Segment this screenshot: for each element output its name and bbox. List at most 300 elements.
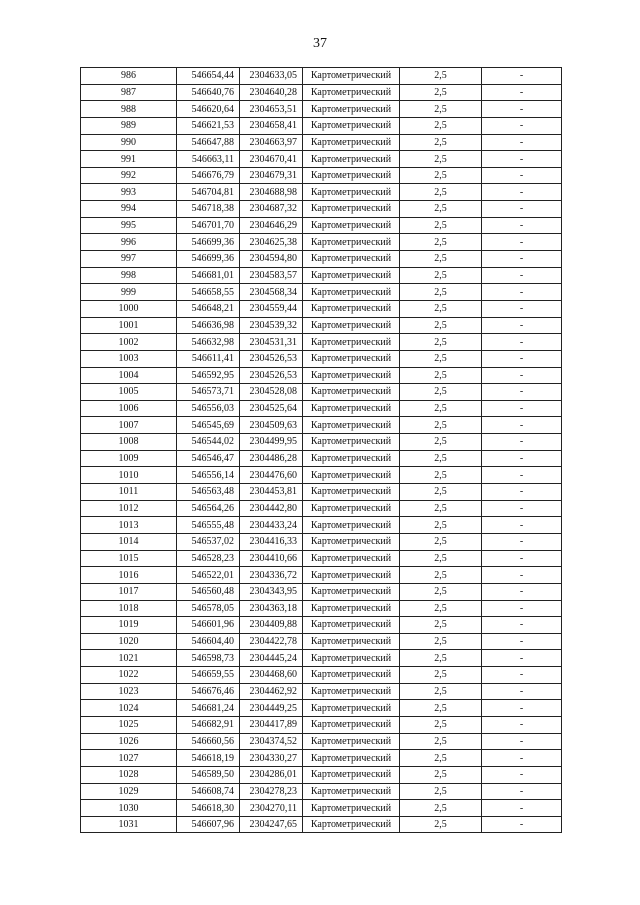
y-coordinate-cell: 2304663,97 xyxy=(240,134,303,151)
method-cell: Картометрический xyxy=(303,367,400,384)
table-row xyxy=(81,750,562,767)
description-cell: - xyxy=(482,484,562,501)
description-cell: - xyxy=(482,434,562,451)
y-coordinate-cell: 2304583,57 xyxy=(240,267,303,284)
table-row xyxy=(81,683,562,700)
y-coordinate-cell: 2304640,28 xyxy=(240,84,303,101)
accuracy-cell: 2,5 xyxy=(400,600,482,617)
method-cell: Картометрический xyxy=(303,800,400,817)
x-coordinate-cell: 546699,36 xyxy=(177,234,240,251)
description-cell: - xyxy=(482,417,562,434)
point-number-cell: 1012 xyxy=(81,500,177,517)
x-coordinate-cell: 546701,70 xyxy=(177,217,240,234)
x-coordinate-cell: 546573,71 xyxy=(177,384,240,401)
description-cell: - xyxy=(482,167,562,184)
x-coordinate-cell: 546608,74 xyxy=(177,783,240,800)
table-row xyxy=(81,766,562,783)
accuracy-cell: 2,5 xyxy=(400,533,482,550)
table-row xyxy=(81,101,562,118)
accuracy-cell: 2,5 xyxy=(400,151,482,168)
accuracy-cell: 2,5 xyxy=(400,300,482,317)
table-row xyxy=(81,117,562,134)
point-number-cell: 1020 xyxy=(81,633,177,650)
x-coordinate-cell: 546621,53 xyxy=(177,117,240,134)
table-row xyxy=(81,217,562,234)
accuracy-cell: 2,5 xyxy=(400,84,482,101)
point-number-cell: 994 xyxy=(81,201,177,218)
y-coordinate-cell: 2304525,64 xyxy=(240,400,303,417)
point-number-cell: 1027 xyxy=(81,750,177,767)
coordinates-table xyxy=(80,67,562,833)
accuracy-cell: 2,5 xyxy=(400,500,482,517)
accuracy-cell: 2,5 xyxy=(400,101,482,118)
method-cell: Картометрический xyxy=(303,650,400,667)
method-cell: Картометрический xyxy=(303,766,400,783)
description-cell: - xyxy=(482,683,562,700)
y-coordinate-cell: 2304286,01 xyxy=(240,766,303,783)
point-number-cell: 989 xyxy=(81,117,177,134)
description-cell: - xyxy=(482,151,562,168)
method-cell: Картометрический xyxy=(303,234,400,251)
accuracy-cell: 2,5 xyxy=(400,284,482,301)
accuracy-cell: 2,5 xyxy=(400,367,482,384)
point-number-cell: 998 xyxy=(81,267,177,284)
table-row xyxy=(81,617,562,634)
description-cell: - xyxy=(482,600,562,617)
y-coordinate-cell: 2304416,33 xyxy=(240,533,303,550)
point-number-cell: 1022 xyxy=(81,667,177,684)
y-coordinate-cell: 2304526,53 xyxy=(240,350,303,367)
coordinates-table-body xyxy=(81,68,562,833)
y-coordinate-cell: 2304528,08 xyxy=(240,384,303,401)
x-coordinate-cell: 546578,05 xyxy=(177,600,240,617)
method-cell: Картометрический xyxy=(303,500,400,517)
page-number: 37 xyxy=(313,36,327,51)
accuracy-cell: 2,5 xyxy=(400,234,482,251)
accuracy-cell: 2,5 xyxy=(400,167,482,184)
table-row xyxy=(81,284,562,301)
y-coordinate-cell: 2304687,32 xyxy=(240,201,303,218)
point-number-cell: 1007 xyxy=(81,417,177,434)
x-coordinate-cell: 546604,40 xyxy=(177,633,240,650)
point-number-cell: 1006 xyxy=(81,400,177,417)
x-coordinate-cell: 546676,46 xyxy=(177,683,240,700)
y-coordinate-cell: 2304278,23 xyxy=(240,783,303,800)
accuracy-cell: 2,5 xyxy=(400,766,482,783)
table-row xyxy=(81,517,562,534)
method-cell: Картометрический xyxy=(303,716,400,733)
method-cell: Картометрический xyxy=(303,567,400,584)
point-number-cell: 987 xyxy=(81,84,177,101)
accuracy-cell: 2,5 xyxy=(400,517,482,534)
accuracy-cell: 2,5 xyxy=(400,417,482,434)
method-cell: Картометрический xyxy=(303,633,400,650)
method-cell: Картометрический xyxy=(303,350,400,367)
description-cell: - xyxy=(482,267,562,284)
table-row xyxy=(81,184,562,201)
description-cell: - xyxy=(482,800,562,817)
description-cell: - xyxy=(482,217,562,234)
y-coordinate-cell: 2304462,92 xyxy=(240,683,303,700)
accuracy-cell: 2,5 xyxy=(400,617,482,634)
accuracy-cell: 2,5 xyxy=(400,816,482,833)
accuracy-cell: 2,5 xyxy=(400,117,482,134)
y-coordinate-cell: 2304670,41 xyxy=(240,151,303,168)
description-cell: - xyxy=(482,500,562,517)
x-coordinate-cell: 546555,48 xyxy=(177,517,240,534)
method-cell: Картометрический xyxy=(303,484,400,501)
accuracy-cell: 2,5 xyxy=(400,550,482,567)
description-cell: - xyxy=(482,633,562,650)
point-number-cell: 1021 xyxy=(81,650,177,667)
x-coordinate-cell: 546564,26 xyxy=(177,500,240,517)
description-cell: - xyxy=(482,101,562,118)
x-coordinate-cell: 546718,38 xyxy=(177,201,240,218)
point-number-cell: 1013 xyxy=(81,517,177,534)
table-row xyxy=(81,84,562,101)
table-row xyxy=(81,317,562,334)
table-row xyxy=(81,201,562,218)
y-coordinate-cell: 2304409,88 xyxy=(240,617,303,634)
table-row xyxy=(81,633,562,650)
table-row xyxy=(81,650,562,667)
x-coordinate-cell: 546560,48 xyxy=(177,583,240,600)
accuracy-cell: 2,5 xyxy=(400,350,482,367)
description-cell: - xyxy=(482,450,562,467)
table-row xyxy=(81,234,562,251)
point-number-cell: 1028 xyxy=(81,766,177,783)
x-coordinate-cell: 546607,96 xyxy=(177,816,240,833)
y-coordinate-cell: 2304453,81 xyxy=(240,484,303,501)
x-coordinate-cell: 546618,30 xyxy=(177,800,240,817)
y-coordinate-cell: 2304559,44 xyxy=(240,300,303,317)
y-coordinate-cell: 2304688,98 xyxy=(240,184,303,201)
method-cell: Картометрический xyxy=(303,816,400,833)
accuracy-cell: 2,5 xyxy=(400,667,482,684)
table-row xyxy=(81,484,562,501)
point-number-cell: 999 xyxy=(81,284,177,301)
accuracy-cell: 2,5 xyxy=(400,68,482,85)
point-number-cell: 990 xyxy=(81,134,177,151)
y-coordinate-cell: 2304343,95 xyxy=(240,583,303,600)
accuracy-cell: 2,5 xyxy=(400,334,482,351)
table-row xyxy=(81,450,562,467)
table-row xyxy=(81,816,562,833)
x-coordinate-cell: 546592,95 xyxy=(177,367,240,384)
x-coordinate-cell: 546537,02 xyxy=(177,533,240,550)
y-coordinate-cell: 2304568,34 xyxy=(240,284,303,301)
accuracy-cell: 2,5 xyxy=(400,184,482,201)
x-coordinate-cell: 546556,14 xyxy=(177,467,240,484)
x-coordinate-cell: 546522,01 xyxy=(177,567,240,584)
table-row xyxy=(81,417,562,434)
x-coordinate-cell: 546640,76 xyxy=(177,84,240,101)
x-coordinate-cell: 546636,98 xyxy=(177,317,240,334)
x-coordinate-cell: 546681,01 xyxy=(177,267,240,284)
point-number-cell: 993 xyxy=(81,184,177,201)
x-coordinate-cell: 546563,48 xyxy=(177,484,240,501)
accuracy-cell: 2,5 xyxy=(400,716,482,733)
description-cell: - xyxy=(482,783,562,800)
accuracy-cell: 2,5 xyxy=(400,400,482,417)
method-cell: Картометрический xyxy=(303,700,400,717)
method-cell: Картометрический xyxy=(303,450,400,467)
point-number-cell: 996 xyxy=(81,234,177,251)
accuracy-cell: 2,5 xyxy=(400,467,482,484)
table-row xyxy=(81,267,562,284)
method-cell: Картометрический xyxy=(303,517,400,534)
accuracy-cell: 2,5 xyxy=(400,450,482,467)
y-coordinate-cell: 2304679,31 xyxy=(240,167,303,184)
y-coordinate-cell: 2304646,29 xyxy=(240,217,303,234)
table-row xyxy=(81,334,562,351)
accuracy-cell: 2,5 xyxy=(400,484,482,501)
method-cell: Картометрический xyxy=(303,334,400,351)
point-number-cell: 1000 xyxy=(81,300,177,317)
y-coordinate-cell: 2304417,89 xyxy=(240,716,303,733)
point-number-cell: 1011 xyxy=(81,484,177,501)
table-row xyxy=(81,533,562,550)
method-cell: Картометрический xyxy=(303,217,400,234)
x-coordinate-cell: 546528,23 xyxy=(177,550,240,567)
accuracy-cell: 2,5 xyxy=(400,583,482,600)
x-coordinate-cell: 546676,79 xyxy=(177,167,240,184)
x-coordinate-cell: 546704,81 xyxy=(177,184,240,201)
accuracy-cell: 2,5 xyxy=(400,251,482,268)
y-coordinate-cell: 2304531,31 xyxy=(240,334,303,351)
description-cell: - xyxy=(482,816,562,833)
accuracy-cell: 2,5 xyxy=(400,317,482,334)
point-number-cell: 1002 xyxy=(81,334,177,351)
method-cell: Картометрический xyxy=(303,400,400,417)
point-number-cell: 1030 xyxy=(81,800,177,817)
description-cell: - xyxy=(482,517,562,534)
y-coordinate-cell: 2304442,80 xyxy=(240,500,303,517)
table-row xyxy=(81,500,562,517)
x-coordinate-cell: 546658,55 xyxy=(177,284,240,301)
point-number-cell: 1003 xyxy=(81,350,177,367)
y-coordinate-cell: 2304653,51 xyxy=(240,101,303,118)
accuracy-cell: 2,5 xyxy=(400,733,482,750)
accuracy-cell: 2,5 xyxy=(400,384,482,401)
x-coordinate-cell: 546611,41 xyxy=(177,350,240,367)
y-coordinate-cell: 2304270,11 xyxy=(240,800,303,817)
description-cell: - xyxy=(482,716,562,733)
description-cell: - xyxy=(482,117,562,134)
accuracy-cell: 2,5 xyxy=(400,783,482,800)
point-number-cell: 992 xyxy=(81,167,177,184)
point-number-cell: 1008 xyxy=(81,434,177,451)
method-cell: Картометрический xyxy=(303,267,400,284)
point-number-cell: 1023 xyxy=(81,683,177,700)
description-cell: - xyxy=(482,350,562,367)
table-row xyxy=(81,733,562,750)
description-cell: - xyxy=(482,334,562,351)
x-coordinate-cell: 546598,73 xyxy=(177,650,240,667)
table-row xyxy=(81,550,562,567)
table-row xyxy=(81,434,562,451)
point-number-cell: 1005 xyxy=(81,384,177,401)
method-cell: Картометрический xyxy=(303,434,400,451)
table-row xyxy=(81,68,562,85)
description-cell: - xyxy=(482,467,562,484)
description-cell: - xyxy=(482,234,562,251)
table-row xyxy=(81,251,562,268)
method-cell: Картометрический xyxy=(303,733,400,750)
point-number-cell: 1029 xyxy=(81,783,177,800)
description-cell: - xyxy=(482,367,562,384)
point-number-cell: 1004 xyxy=(81,367,177,384)
accuracy-cell: 2,5 xyxy=(400,800,482,817)
y-coordinate-cell: 2304486,28 xyxy=(240,450,303,467)
y-coordinate-cell: 2304499,95 xyxy=(240,434,303,451)
y-coordinate-cell: 2304374,52 xyxy=(240,733,303,750)
method-cell: Картометрический xyxy=(303,184,400,201)
accuracy-cell: 2,5 xyxy=(400,700,482,717)
y-coordinate-cell: 2304625,38 xyxy=(240,234,303,251)
table-row xyxy=(81,350,562,367)
point-number-cell: 997 xyxy=(81,251,177,268)
table-row xyxy=(81,134,562,151)
accuracy-cell: 2,5 xyxy=(400,267,482,284)
table-row xyxy=(81,583,562,600)
x-coordinate-cell: 546681,24 xyxy=(177,700,240,717)
method-cell: Картометрический xyxy=(303,284,400,301)
table-row xyxy=(81,384,562,401)
x-coordinate-cell: 546620,64 xyxy=(177,101,240,118)
method-cell: Картометрический xyxy=(303,583,400,600)
y-coordinate-cell: 2304658,41 xyxy=(240,117,303,134)
y-coordinate-cell: 2304422,78 xyxy=(240,633,303,650)
description-cell: - xyxy=(482,667,562,684)
accuracy-cell: 2,5 xyxy=(400,683,482,700)
x-coordinate-cell: 546660,56 xyxy=(177,733,240,750)
description-cell: - xyxy=(482,184,562,201)
point-number-cell: 1010 xyxy=(81,467,177,484)
method-cell: Картометрический xyxy=(303,750,400,767)
point-number-cell: 988 xyxy=(81,101,177,118)
x-coordinate-cell: 546545,69 xyxy=(177,417,240,434)
method-cell: Картометрический xyxy=(303,84,400,101)
description-cell: - xyxy=(482,68,562,85)
y-coordinate-cell: 2304247,65 xyxy=(240,816,303,833)
method-cell: Картометрический xyxy=(303,300,400,317)
y-coordinate-cell: 2304594,80 xyxy=(240,251,303,268)
method-cell: Картометрический xyxy=(303,667,400,684)
point-number-cell: 1024 xyxy=(81,700,177,717)
description-cell: - xyxy=(482,300,562,317)
table-row xyxy=(81,567,562,584)
x-coordinate-cell: 546654,44 xyxy=(177,68,240,85)
y-coordinate-cell: 2304433,24 xyxy=(240,517,303,534)
description-cell: - xyxy=(482,284,562,301)
point-number-cell: 1026 xyxy=(81,733,177,750)
point-number-cell: 1001 xyxy=(81,317,177,334)
x-coordinate-cell: 546589,50 xyxy=(177,766,240,783)
accuracy-cell: 2,5 xyxy=(400,217,482,234)
accuracy-cell: 2,5 xyxy=(400,434,482,451)
accuracy-cell: 2,5 xyxy=(400,650,482,667)
table-row xyxy=(81,600,562,617)
y-coordinate-cell: 2304509,63 xyxy=(240,417,303,434)
table-row xyxy=(81,800,562,817)
description-cell: - xyxy=(482,733,562,750)
y-coordinate-cell: 2304449,25 xyxy=(240,700,303,717)
description-cell: - xyxy=(482,550,562,567)
y-coordinate-cell: 2304445,24 xyxy=(240,650,303,667)
x-coordinate-cell: 546632,98 xyxy=(177,334,240,351)
point-number-cell: 1016 xyxy=(81,567,177,584)
method-cell: Картометрический xyxy=(303,550,400,567)
accuracy-cell: 2,5 xyxy=(400,134,482,151)
x-coordinate-cell: 546556,03 xyxy=(177,400,240,417)
description-cell: - xyxy=(482,750,562,767)
method-cell: Картометрический xyxy=(303,617,400,634)
table-row xyxy=(81,367,562,384)
description-cell: - xyxy=(482,84,562,101)
method-cell: Картометрический xyxy=(303,467,400,484)
x-coordinate-cell: 546659,55 xyxy=(177,667,240,684)
method-cell: Картометрический xyxy=(303,783,400,800)
x-coordinate-cell: 546546,47 xyxy=(177,450,240,467)
description-cell: - xyxy=(482,650,562,667)
description-cell: - xyxy=(482,384,562,401)
table-row xyxy=(81,167,562,184)
point-number-cell: 1014 xyxy=(81,533,177,550)
x-coordinate-cell: 546663,11 xyxy=(177,151,240,168)
x-coordinate-cell: 546544,02 xyxy=(177,434,240,451)
description-cell: - xyxy=(482,134,562,151)
description-cell: - xyxy=(482,700,562,717)
y-coordinate-cell: 2304336,72 xyxy=(240,567,303,584)
table-row xyxy=(81,716,562,733)
method-cell: Картометрический xyxy=(303,317,400,334)
accuracy-cell: 2,5 xyxy=(400,633,482,650)
table-row xyxy=(81,667,562,684)
method-cell: Картометрический xyxy=(303,533,400,550)
point-number-cell: 1025 xyxy=(81,716,177,733)
y-coordinate-cell: 2304539,32 xyxy=(240,317,303,334)
x-coordinate-cell: 546618,19 xyxy=(177,750,240,767)
method-cell: Картометрический xyxy=(303,134,400,151)
x-coordinate-cell: 546682,91 xyxy=(177,716,240,733)
description-cell: - xyxy=(482,317,562,334)
point-number-cell: 1017 xyxy=(81,583,177,600)
point-number-cell: 1015 xyxy=(81,550,177,567)
point-number-cell: 1019 xyxy=(81,617,177,634)
method-cell: Картометрический xyxy=(303,201,400,218)
x-coordinate-cell: 546699,36 xyxy=(177,251,240,268)
table-row xyxy=(81,151,562,168)
description-cell: - xyxy=(482,567,562,584)
method-cell: Картометрический xyxy=(303,683,400,700)
y-coordinate-cell: 2304330,27 xyxy=(240,750,303,767)
method-cell: Картометрический xyxy=(303,600,400,617)
method-cell: Картометрический xyxy=(303,151,400,168)
x-coordinate-cell: 546601,96 xyxy=(177,617,240,634)
method-cell: Картометрический xyxy=(303,417,400,434)
point-number-cell: 1031 xyxy=(81,816,177,833)
accuracy-cell: 2,5 xyxy=(400,567,482,584)
table-row xyxy=(81,467,562,484)
table-row xyxy=(81,700,562,717)
x-coordinate-cell: 546648,21 xyxy=(177,300,240,317)
method-cell: Картометрический xyxy=(303,384,400,401)
description-cell: - xyxy=(482,251,562,268)
y-coordinate-cell: 2304476,60 xyxy=(240,467,303,484)
y-coordinate-cell: 2304633,05 xyxy=(240,68,303,85)
table-row xyxy=(81,783,562,800)
